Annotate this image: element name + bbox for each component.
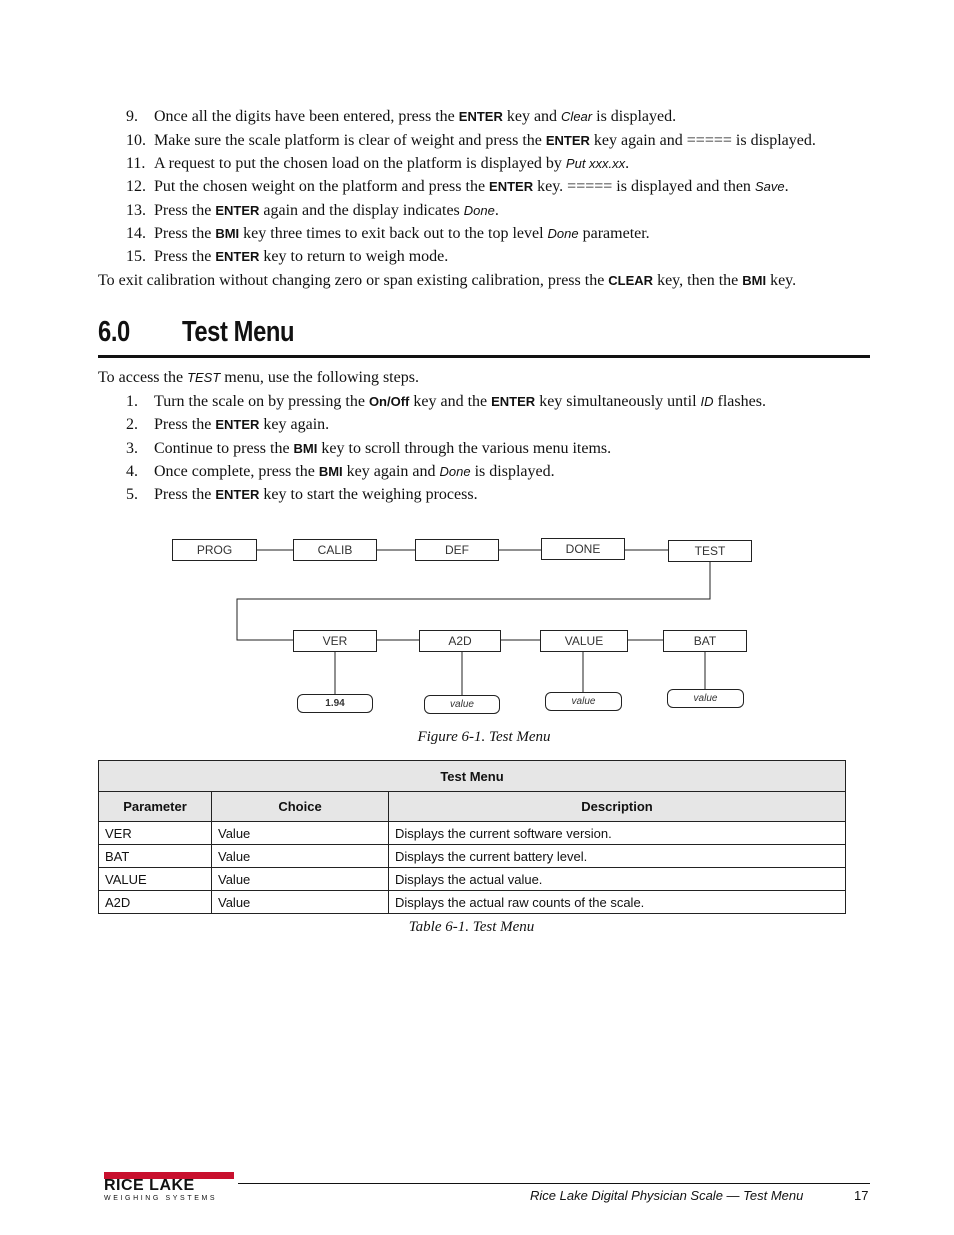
key-name: ENTER (489, 179, 534, 194)
key-name: CLEAR (608, 273, 654, 288)
step-number: 1. (126, 393, 138, 410)
text-run: is displayed. (470, 463, 555, 480)
bat-value-pill: value (667, 689, 744, 708)
table-header-choice: Choice (212, 792, 389, 822)
table-row (99, 822, 846, 845)
text-run: is displayed. (592, 108, 677, 125)
display-text: ID (700, 394, 714, 409)
text-run: key. (766, 272, 797, 289)
section-title: Test Menu (182, 316, 295, 348)
display-text: Done (463, 203, 495, 218)
text-run: Once all the digits have been entered, press the (154, 108, 459, 125)
text-run: key and (502, 108, 562, 125)
a2d-value-pill: value (424, 695, 500, 714)
description-cell: Displays the current software version. (389, 822, 846, 845)
display-text: Save (754, 179, 785, 194)
key-name: ENTER (215, 417, 260, 432)
table-row (99, 891, 846, 914)
text-run: Press the (154, 486, 216, 503)
text-run: Put the chosen weight on the platform and press the (154, 178, 490, 195)
text-run: key. ===== is displayed and then (533, 178, 755, 195)
text-run: key again and ===== is displayed. (589, 132, 816, 149)
table-title: Test Menu (99, 761, 846, 792)
figure-caption: Figure 6-1. Test Menu (417, 729, 551, 745)
logo-main-text: RICE LAKE (104, 1177, 195, 1194)
step-number: 15. (126, 248, 146, 265)
description-cell: Displays the actual value. (389, 868, 846, 891)
display-text: Done (547, 226, 579, 241)
table-row (99, 845, 846, 868)
menu-box-prog: PROG (172, 539, 257, 561)
text-run: To exit calibration without changing zero or span existing calibration, press the (98, 272, 609, 289)
logo-sub-text: WEIGHING SYSTEMS (104, 1195, 218, 1202)
text-run: . (625, 155, 630, 172)
table-row (99, 868, 846, 891)
menu-box-calib: CALIB (293, 539, 377, 561)
key-name: ENTER (491, 394, 536, 409)
key-name: ENTER (458, 109, 503, 124)
key-name: BMI (318, 464, 343, 479)
menu-box-ver: VER (293, 630, 377, 652)
text-run: Once complete, press the (154, 463, 319, 480)
menu-box-bat: BAT (663, 630, 747, 652)
text-run: key, then the (653, 272, 743, 289)
table-caption: Table 6-1. Test Menu (408, 919, 535, 935)
choice-cell: Value (212, 868, 389, 891)
step-number: 14. (126, 225, 146, 242)
text-run: key to return to weigh mode. (259, 248, 449, 265)
text-run: Press the (154, 248, 216, 265)
text-run: key simultaneously until (535, 393, 701, 410)
text-run: key to scroll through the various menu items. (317, 440, 612, 457)
parameter-cell: VER (99, 822, 212, 845)
text-run: Press the (154, 225, 216, 242)
footer-rule (238, 1183, 870, 1184)
step-number: 11. (126, 155, 146, 172)
footer-doc-title: Rice Lake Digital Physician Scale — Test Menu (530, 1188, 804, 1203)
display-text: Clear (561, 109, 593, 124)
display-text: Done (439, 464, 471, 479)
key-name: ENTER (215, 249, 260, 264)
key-name: BMI (215, 226, 240, 241)
choice-cell: Value (212, 891, 389, 914)
table-body (99, 822, 846, 914)
key-name: ENTER (545, 133, 590, 148)
text-run: key again and (342, 463, 440, 480)
text-run: key three times to exit back out to the top level (239, 225, 548, 242)
text-run: parameter. (578, 225, 650, 242)
menu-box-a2d: A2D (419, 630, 501, 652)
menu-box-done: DONE (541, 538, 625, 560)
footer-page-number: 17 (854, 1188, 869, 1203)
text-run: Turn the scale on by pressing the (154, 393, 369, 410)
description-cell: Displays the actual raw counts of the scale. (389, 891, 846, 914)
test-menu-table (98, 760, 846, 914)
text-run: . (494, 202, 499, 219)
display-text: Put xxx.xx (565, 156, 626, 171)
step-number: 12. (126, 178, 146, 195)
text-run: . (784, 178, 789, 195)
description-cell: Displays the current battery level. (389, 845, 846, 868)
step-number: 3. (126, 440, 138, 457)
text-run: key again. (259, 416, 330, 433)
text-run: Make sure the scale platform is clear of weight and press the (154, 132, 546, 149)
text-run: Press the (154, 416, 216, 433)
choice-cell: Value (212, 845, 389, 868)
text-run: A request to put the chosen load on the platform is displayed by (154, 155, 566, 172)
menu-box-def: DEF (415, 539, 499, 561)
text-run: key and the (409, 393, 492, 410)
text-run: Press the (154, 202, 216, 219)
key-name: ENTER (215, 203, 260, 218)
parameter-cell: VALUE (99, 868, 212, 891)
text-run: flashes. (713, 393, 766, 410)
key-name: On/Off (368, 394, 410, 409)
table-header-description: Description (389, 792, 846, 822)
key-name: ENTER (215, 487, 260, 502)
text-run: To access the (98, 369, 188, 386)
step-number: 10. (126, 132, 146, 149)
parameter-cell: BAT (99, 845, 212, 868)
menu-box-test: TEST (668, 540, 752, 562)
section-number: 6.0 (98, 316, 130, 348)
step-number: 2. (126, 416, 138, 433)
display-text: TEST (187, 370, 221, 385)
key-name: BMI (742, 273, 767, 288)
text-run: Continue to press the (154, 440, 294, 457)
value-value-pill: value (545, 692, 622, 711)
key-name: BMI (293, 441, 318, 456)
parameter-cell: A2D (99, 891, 212, 914)
table-header-parameter: Parameter (99, 792, 212, 822)
step-number: 9. (126, 108, 138, 125)
menu-box-value: VALUE (540, 630, 628, 652)
step-number: 5. (126, 486, 138, 503)
text-run: key to start the weighing process. (259, 486, 478, 503)
step-number: 4. (126, 463, 138, 480)
text-run: again and the display indicates (259, 202, 464, 219)
text-run: menu, use the following steps. (220, 369, 419, 386)
choice-cell: Value (212, 822, 389, 845)
ver-value-pill: 1.94 (297, 694, 373, 713)
step-number: 13. (126, 202, 146, 219)
